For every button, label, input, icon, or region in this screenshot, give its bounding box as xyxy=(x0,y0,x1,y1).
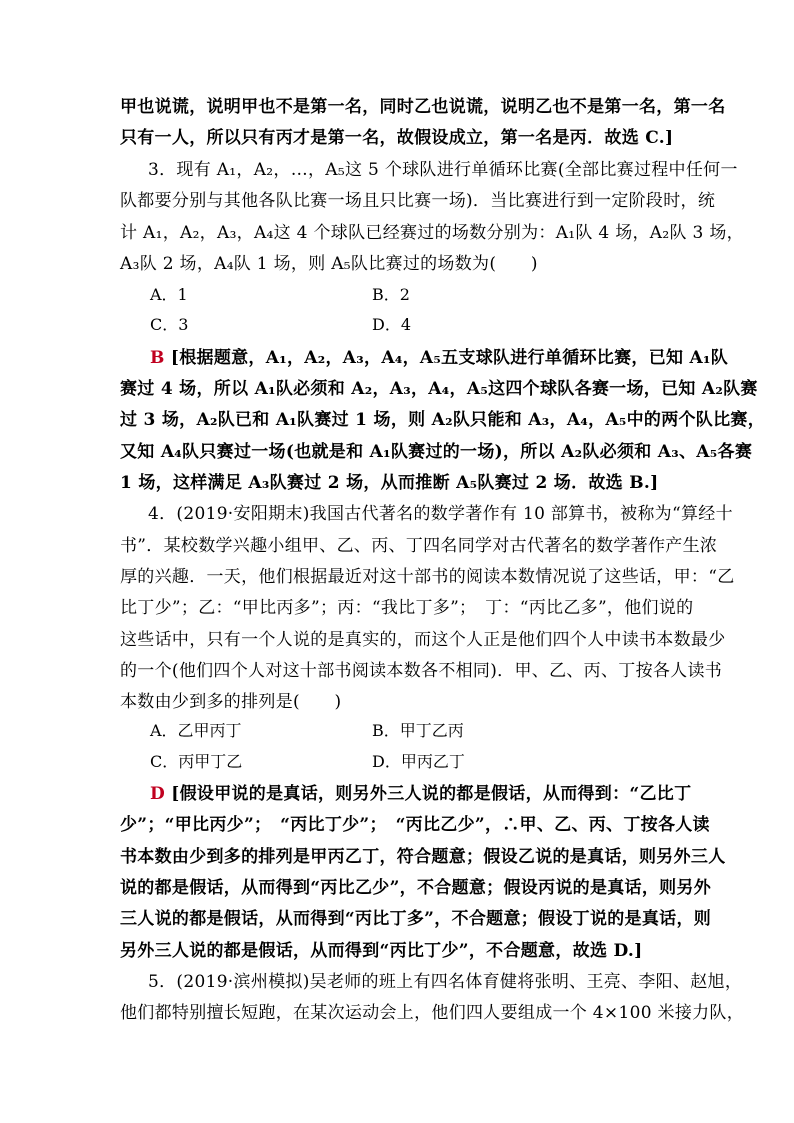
q3-option-b: B．2 xyxy=(372,285,410,304)
q3-stem-line-3: 计 A₁，A₂，A₃，A₄这 4 个球队已经赛过的场数分别为：A₁队 4 场，A₂队 3 场， xyxy=(120,223,744,243)
q2-solution-line-1: 甲也说谎，说明甲也不是第一名，同时乙也说谎，说明乙也不是第一名，第一名 xyxy=(120,97,726,117)
q4-solution-line-3: 书本数由少到多的排列是甲丙乙丁，符合题意；假设乙说的是真话，则另外三人 xyxy=(120,847,726,867)
q4-stem-line-1: 4．(2019·安阳期末)我国古代著名的数学著作有 10 部算书，被称为“算经十 xyxy=(148,504,733,524)
q4-solution-line-4: 说的都是假话，从而得到“丙比乙少”，不合题意；假设丙说的是真话，则另外 xyxy=(120,878,712,898)
q4-stem-line-4: 比丁少”；乙：“甲比丙多”；丙：“我比丁多”； 丁：“丙比乙多”，他们说的 xyxy=(120,598,694,618)
q3-solution-line-2: 赛过 4 场，所以 A₁队必须和 A₂，A₃，A₄，A₅这四个球队各赛一场，已知 A₂队赛 xyxy=(120,379,758,399)
q4-option-d: D．甲丙乙丁 xyxy=(372,752,465,771)
q4-option-a: A．乙甲丙丁 xyxy=(150,721,242,740)
q4-stem-line-3: 厚的兴趣．一天，他们根据最近对这十部书的阅读本数情况说了这些话，甲：“乙 xyxy=(120,567,735,587)
q4-stem-line-6: 的一个(他们四个人对这十部书阅读本数各不相同)．甲、乙、丙、丁按各人读书 xyxy=(120,661,723,681)
q4-stem-line-5: 这些话中，只有一个人说的是真实的，而这个人正是他们四个人中读书本数最少 xyxy=(120,630,726,650)
q4-answer-letter: D xyxy=(150,784,166,804)
q5-stem-line-2: 他们都特别擅长短跑，在某次运动会上，他们四人要组成一个 4×100 米接力队， xyxy=(120,1003,745,1023)
q5-stem-line-1: 5．(2019·滨州模拟)吴老师的班上有四名体育健将张明、王亮、李阳、赵旭， xyxy=(148,972,743,992)
q4-solution-text-1: [假设甲说的是真话，则另外三人说的都是假话，从而得到：“乙比丁 xyxy=(171,784,692,804)
q3-solution-line-3: 过 3 场，A₂队已和 A₁队赛过 1 场，则 A₂队只能和 A₃，A₄，A₅中的两个队比赛， xyxy=(120,410,765,430)
q4-solution-line-5: 三人说的都是假话，从而得到“丙比丁多”，不合题意；假设丁说的是真话，则 xyxy=(120,909,712,929)
q3-solution-line-4: 又知 A₄队只赛过一场(也就是和 A₁队赛过的一场)，所以 A₂队必须和 A₃、A₅各赛 xyxy=(120,442,753,462)
q4-option-c: C．丙甲丁乙 xyxy=(150,752,243,771)
q3-option-c: C．3 xyxy=(150,315,189,334)
q3-solution-line-5: 1 场，这样满足 A₃队赛过 2 场，从而推断 A₅队赛过 2 场．故选 B.] xyxy=(120,473,659,493)
q4-solution-line-1 xyxy=(150,782,710,806)
q2-solution-line-2: 只有一人，所以只有丙才是第一名，故假设成立，第一名是丙．故选 C.] xyxy=(120,128,674,148)
q4-solution-line-6: 另外三人说的都是假话，从而得到“丙比丁少”，不合题意，故选 D.] xyxy=(120,941,643,961)
q4-option-b: B．甲丁乙丙 xyxy=(372,721,464,740)
q3-answer-letter: B xyxy=(150,348,165,368)
q4-stem-line-2: 书”．某校数学兴趣小组甲、乙、丙、丁四名同学对古代著名的数学著作产生浓 xyxy=(120,536,718,556)
q3-solution-text-1: [根据题意，A₁，A₂，A₃，A₄，A₅五支球队进行单循环比赛，已知 A₁队 xyxy=(170,348,729,368)
q3-stem-line-4: A₃队 2 场，A₄队 1 场，则 A₅队比赛过的场数为( ) xyxy=(120,254,538,274)
q3-option-d: D．4 xyxy=(372,315,412,334)
q4-stem-line-7: 本数由少到多的排列是( ) xyxy=(120,692,342,712)
q3-solution-line-1 xyxy=(150,346,729,370)
q3-stem-line-1: 3．现有 A₁，A₂，…，A₅这 5 个球队进行单循环比赛(全部比赛过程中任何一 xyxy=(148,160,738,180)
q4-solution-line-2: 少”；“甲比丙少”； “丙比丁少”； “丙比乙少”，∴甲、乙、丙、丁按各人读 xyxy=(120,815,710,835)
q3-option-a: A．1 xyxy=(150,285,188,304)
q3-stem-line-2: 队都要分别与其他各队比赛一场且只比赛一场)．当比赛进行到一定阶段时，统 xyxy=(120,191,716,211)
